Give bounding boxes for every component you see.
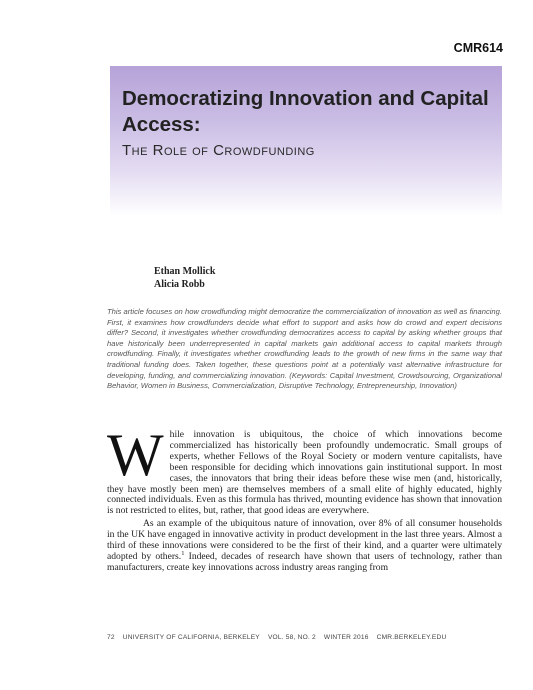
page-footer [107, 634, 452, 641]
author-name: Alicia Robb [154, 279, 205, 290]
drop-cap: W [107, 422, 164, 488]
article-body [107, 422, 502, 574]
paragraph-text: hile innovation is ubiquitous, the choice of which innovations become commercialized has historically been profoundly undemocratic. Small groups of experts, whether Fellows of the Royal Society or modern venture capitalists, have been responsible for deciding which innovations gain institutional support. In most cases, the innovators that bring their ideas before these wise men (and, historically, they have mostly been men) are themselves members of a small elite of highly educated, highly connected individuals. Even as this formula has thrived, mounting evidence has shown that innovation is not restricted to elites, but, rather, that good ideas are everywhere. [107, 429, 502, 517]
volume-info: VOL. 58, NO. 2 [267, 634, 316, 641]
page-number: 72 [107, 634, 115, 641]
paragraph-text: Indeed, decades of research have shown that users of technology, rather than manufacturers, create key innovations across industry areas ranging from [107, 550, 502, 573]
article-title: Democratizing Innovation and Capital Access: [122, 87, 489, 136]
paragraph-text: As an example of the ubiquitous nature of innovation, over 8% of all consumer households in the UK have engaged in innovative activity in product development in the last three years. Almost a third of these innovations were considered to be the first of their kind, and a quarter were ultimately adopted by others. [107, 518, 502, 562]
abstract: This article focuses on how crowdfunding might democratize the commercialization of innovation as well as financing. First, it examines how crowdfunders decide what effort to support and asks how do crowd and expert decisions differ? Second, it investigates whether crowdfunding democratizes access to capital by asking whether groups that have historically been underrepresented in capital markets gain additional access to capital markets through crowdfunding. Finally, it investigates whether crowdfunding leads to the growth of new firms in the same way that traditional funding does. Taken together, these questions point at a potentially vast alternative infrastructure for developing, funding, and commercializing innovation. (Keywords: Capital Investment, Crowdsourcing, Organizational Behavior, Women in Business, Commercialization, Disruptive Technology, Entrepreneurship, Innovation) [107, 307, 502, 391]
website-link[interactable]: CMR.BERKELEY.EDU [376, 634, 447, 641]
footnote-reference[interactable]: 1 [181, 549, 185, 557]
journal-code: CMR614 [453, 41, 503, 55]
body-paragraph [107, 422, 502, 517]
article-subtitle: The Role of Crowdfunding [122, 142, 315, 159]
author-name: Ethan Mollick [154, 266, 216, 277]
body-paragraph [107, 519, 502, 574]
author-list [154, 265, 215, 291]
issue-season: WINTER 2016 [323, 634, 369, 641]
publisher-name: UNIVERSITY OF CALIFORNIA, BERKELEY [122, 634, 260, 641]
